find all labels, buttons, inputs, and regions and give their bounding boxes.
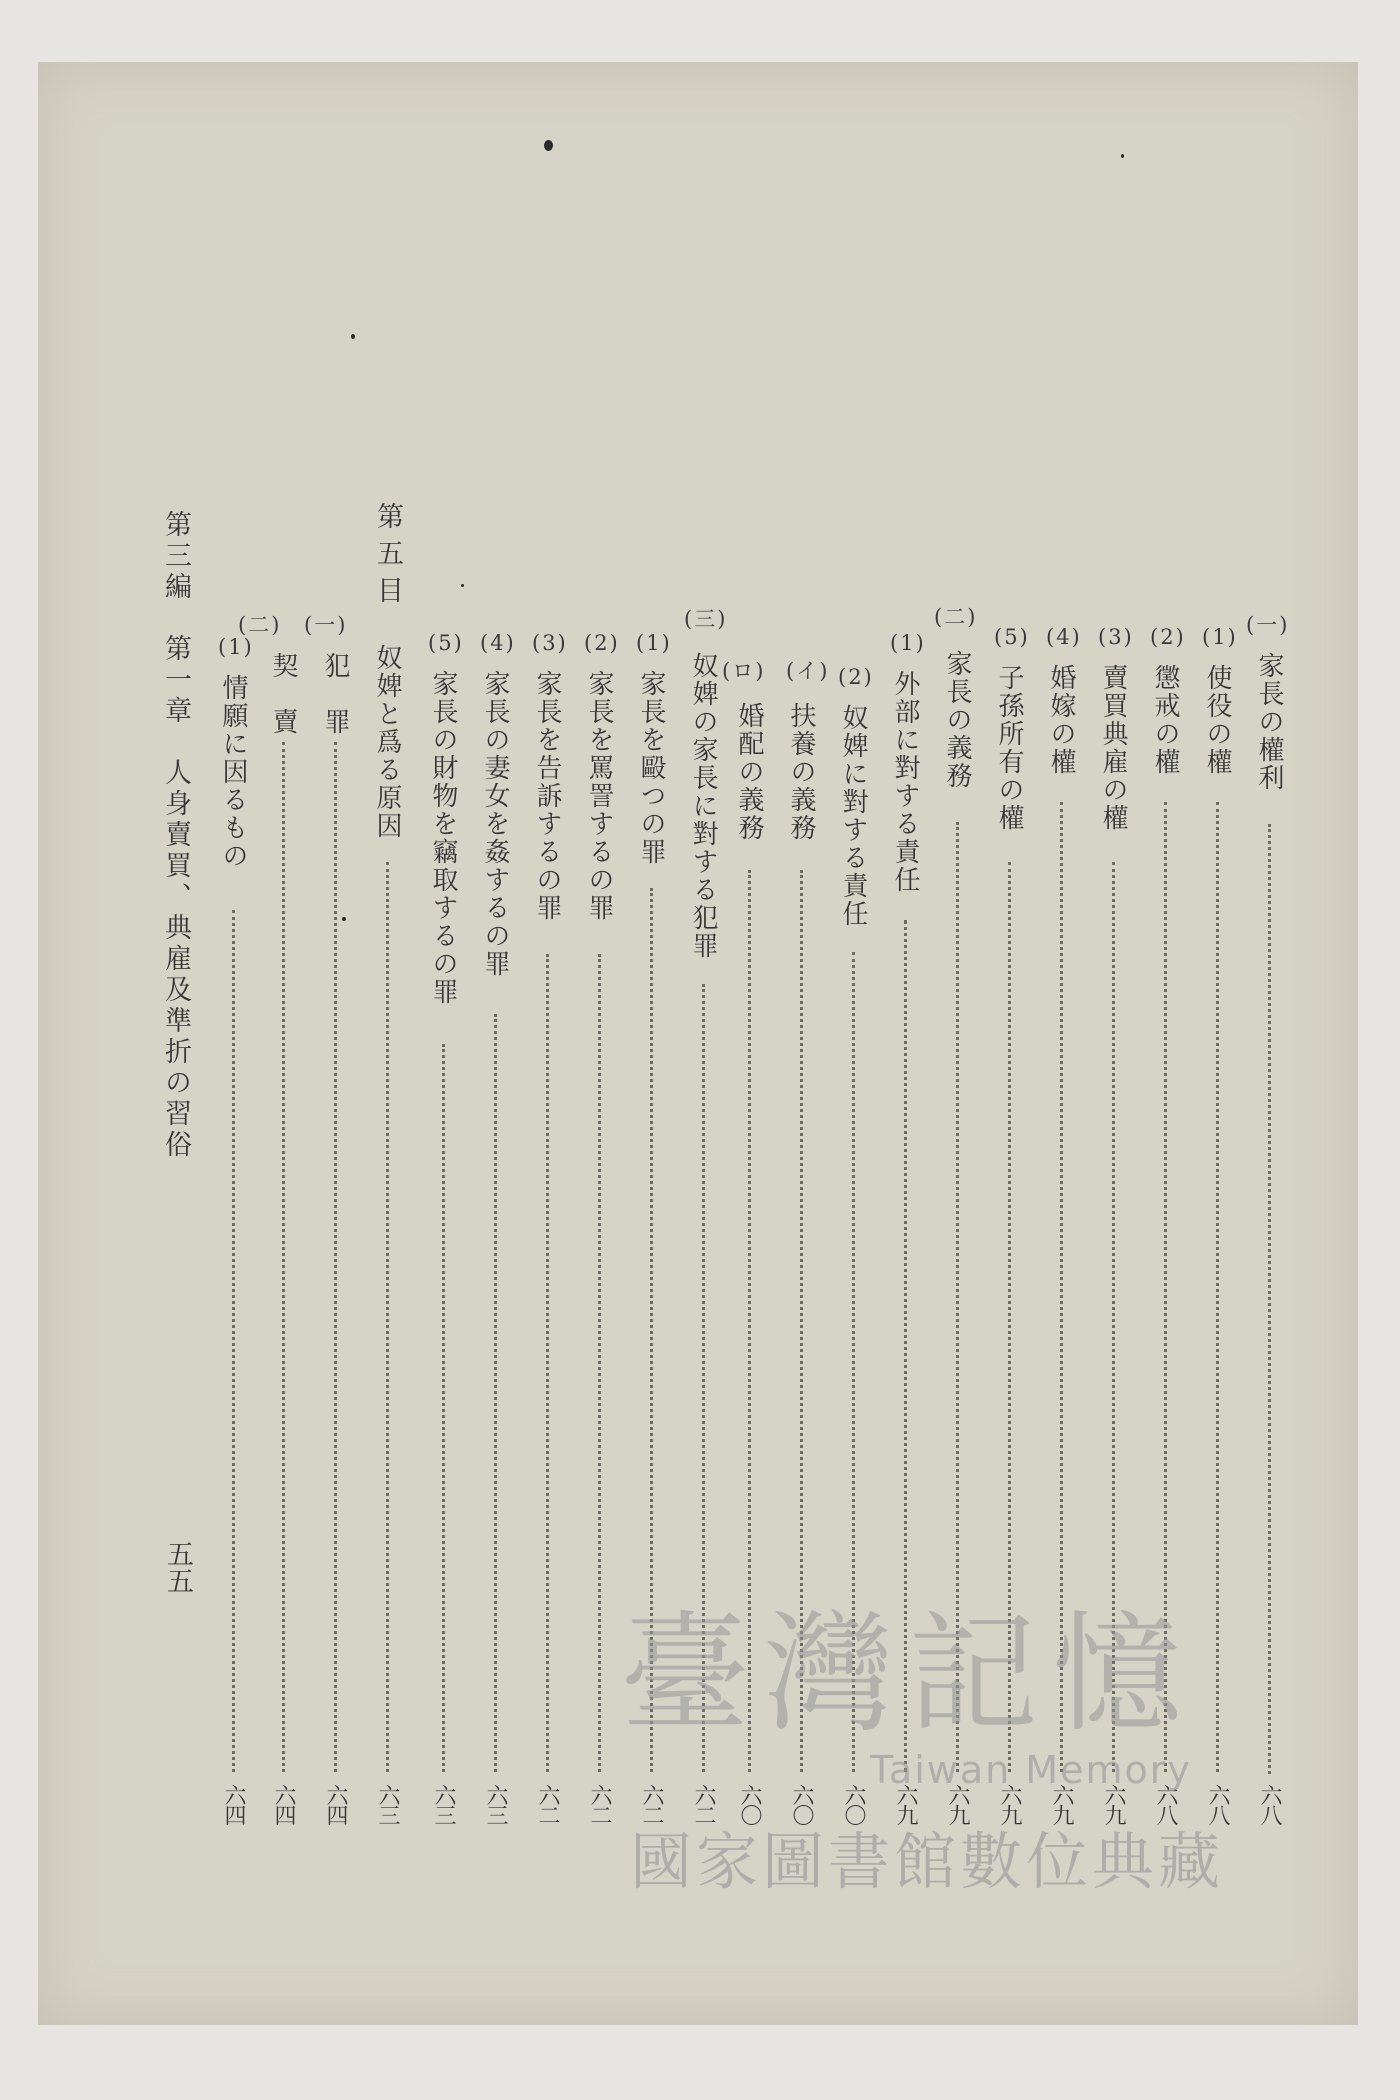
entry-marker: (1) [890,631,926,655]
ink-speck [351,334,355,339]
entry-marker: (一) [1246,613,1290,637]
entry-page-number: 六九 [1101,1784,1126,1824]
entry-marker: (1) [636,631,672,655]
entry-title: 家長を告訴するの罪 [532,670,562,922]
entry-page-number: 六〇 [789,1784,814,1824]
entry-marker: (4) [480,631,516,655]
entry-title: 賣買典雇の權 [1098,664,1128,832]
entry-page-number: 六八 [1257,1784,1282,1824]
section-label: 第五目 [372,502,403,613]
dot-leader [546,954,549,1772]
entry-page-number: 六九 [893,1784,918,1824]
dot-leader [334,742,337,1772]
entry-title: 婚嫁の權 [1046,664,1076,776]
entry-marker: (1) [218,635,254,659]
entry-marker: (5) [994,625,1030,649]
watermark-english: Taiwan Memory [870,1748,1192,1792]
entry-title: 懲戒の權 [1150,664,1180,776]
entry-page-number: 六〇 [737,1784,762,1824]
entry-title: 家長の妻女を姦するの罪 [480,670,510,978]
dot-leader [282,742,285,1772]
entry-page-number: 六〇 [841,1784,866,1824]
ink-speck [342,917,346,921]
watermark-library: 國家圖書館數位典藏 [630,1825,1225,1898]
entry-title: 家長の權利 [1254,652,1284,792]
entry-page-number: 六三 [483,1784,508,1824]
entry-title: 家長の財物を竊取するの罪 [428,670,458,1006]
entry-title: 家長の義務 [942,650,972,790]
folio-page-number: 五五 [162,1540,193,1594]
ink-speck [461,584,464,587]
entry-page-number: 六四 [323,1784,348,1824]
entry-title: 婚配の義務 [734,702,764,842]
entry-marker: (2) [1150,625,1186,649]
entry-title: 奴婢の家長に對する犯罪 [688,652,718,960]
dot-leader [494,1014,497,1772]
entry-marker: (二) [934,605,978,629]
entry-page-number: 六八 [1153,1784,1178,1824]
entry-marker: (ロ) [722,659,766,683]
entry-page-number: 六九 [945,1784,970,1824]
entry-marker: (3) [532,631,568,655]
dot-leader [386,862,389,1772]
entry-title: 情願に因るもの [218,674,248,870]
entry-marker: (2) [838,665,874,689]
entry-page-number: 六二 [691,1784,716,1824]
entry-page-number: 六二 [639,1784,664,1824]
entry-title: 家長を毆つの罪 [636,670,666,866]
entry-title: 家長を罵詈するの罪 [584,670,614,922]
entry-title: 契 賣 [268,652,298,736]
entry-marker: (3) [1098,625,1134,649]
entry-marker: (2) [584,631,620,655]
entry-page-number: 六九 [1049,1784,1074,1824]
entry-page-number: 六四 [221,1784,246,1824]
entry-marker: (一) [304,613,348,637]
running-head: 第三編 第一章 人身賣買、典雇及準折の習俗 [160,510,191,1161]
entry-marker: (二) [238,613,282,637]
entry-marker: (4) [1046,625,1082,649]
dot-leader [598,954,601,1772]
entry-title: 使役の權 [1202,664,1232,776]
entry-marker: (三) [684,607,728,631]
entry-page-number: 六三 [431,1784,456,1824]
entry-title: 外部に對する責任 [890,670,920,894]
entry-page-number: 六二 [587,1784,612,1824]
entry-title: 奴婢と爲る原因 [372,644,402,840]
ink-speck [544,140,553,151]
entry-title: 子孫所有の權 [994,664,1024,832]
entry-page-number: 六九 [997,1784,1022,1824]
entry-title: 奴婢に對する責任 [838,704,868,928]
ink-speck [1121,154,1124,158]
entry-marker: (1) [1202,625,1238,649]
entry-marker: (5) [428,631,464,655]
entry-page-number: 六四 [271,1784,296,1824]
dot-leader [442,1044,445,1772]
dot-leader [232,910,235,1772]
entry-marker: (イ) [786,659,830,683]
watermark-calligraphy: 臺灣記憶 [620,1598,1197,1750]
entry-page-number: 六八 [1205,1784,1230,1824]
entry-title: 扶養の義務 [786,702,816,842]
entry-page-number: 六二 [535,1784,560,1824]
entry-page-number: 六三 [375,1784,400,1824]
entry-title: 犯 罪 [320,652,350,736]
